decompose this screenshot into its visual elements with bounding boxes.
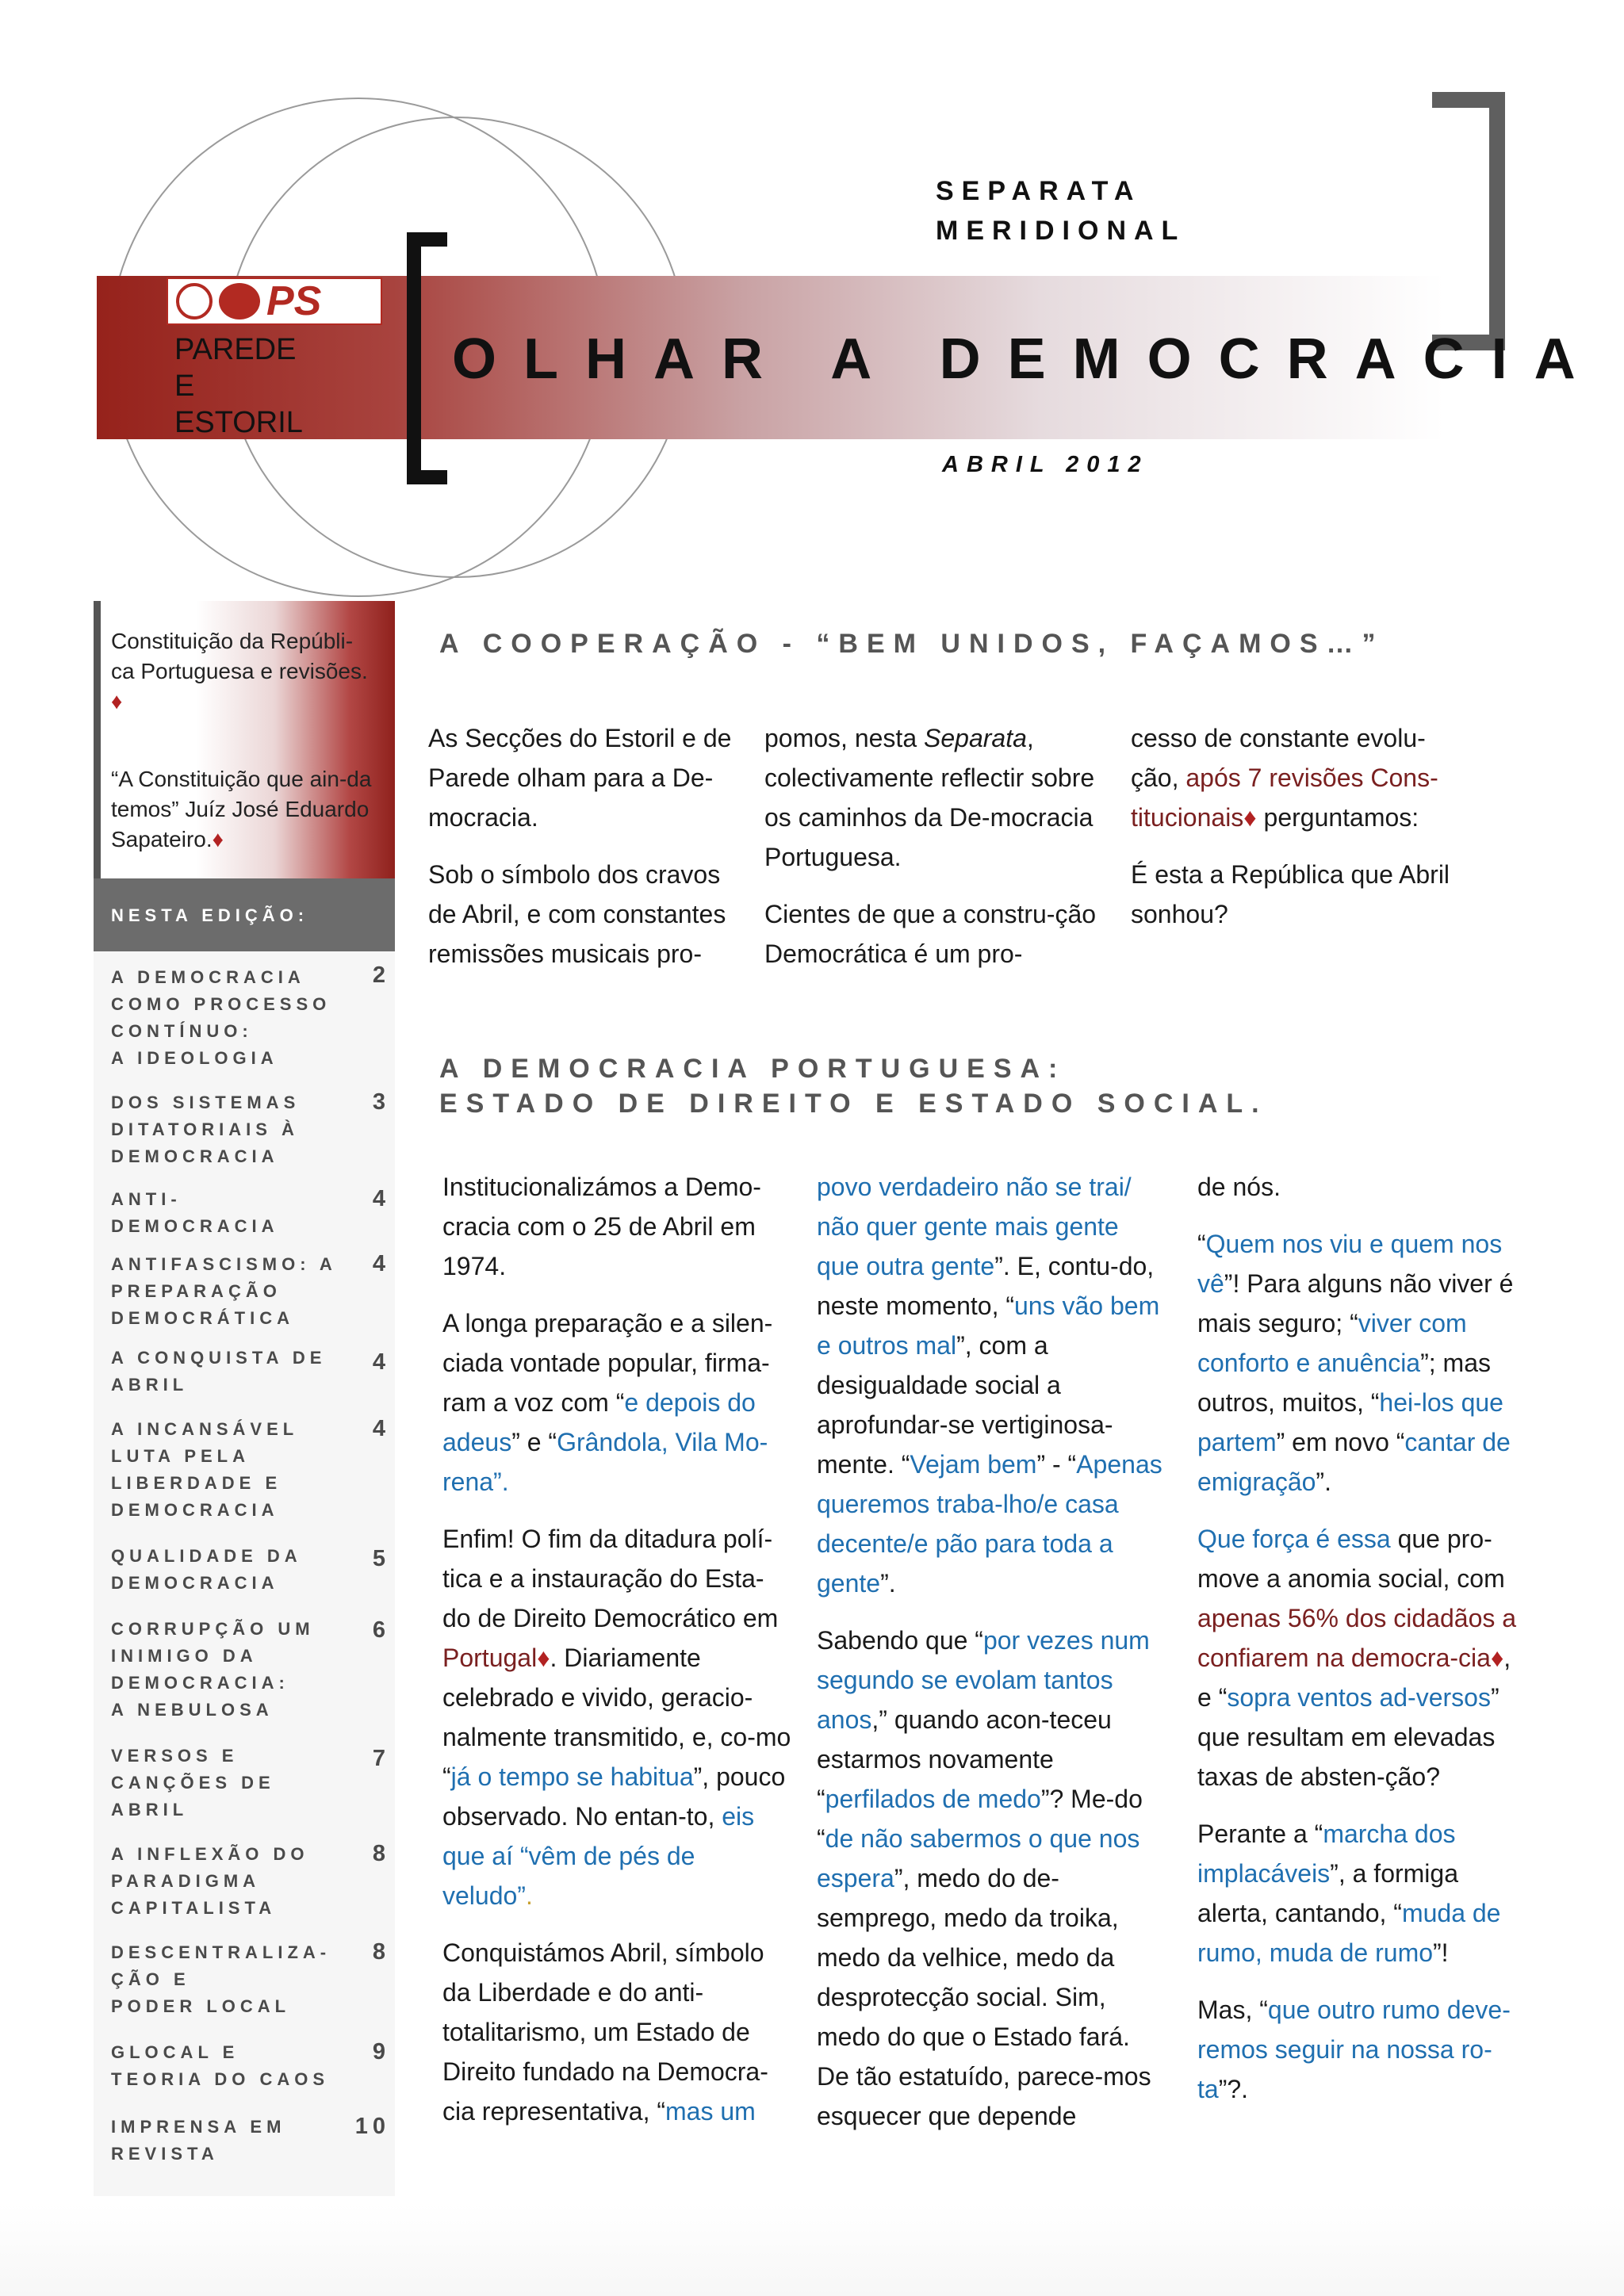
diamond-marker-icon: ♦ (212, 827, 224, 851)
toc-page-number: 4 (372, 1416, 390, 1441)
toc-page-number: 9 (372, 2039, 390, 2064)
song-quote: perfilados de medo (825, 1785, 1041, 1813)
toc-item[interactable]: A CONQUISTA DE ABRIL (111, 1348, 327, 1395)
song-quote: sopra ventos ad-versos (1227, 1683, 1491, 1712)
toc-item[interactable]: A DEMOCRACIA COMO PROCESSO CONTÍNUO: A IDEOLOGIA (111, 967, 331, 1068)
toc-page-number: 4 (372, 1349, 390, 1375)
song-quote: Apenas queremos traba-lho/e casa decente/e pão para toda a gente (817, 1450, 1162, 1598)
toc-item[interactable]: ANTIFASCISMO: A PREPARAÇÃO DEMOCRÁTICA (111, 1254, 337, 1328)
separata-label: SEPARATA MERIDIONAL (936, 176, 1186, 246)
toc-page-number: 10 (354, 2114, 390, 2139)
song-quote: viver com conforto e anuência (1197, 1309, 1467, 1377)
toc-page-number: 8 (372, 1939, 390, 1965)
footnote-link[interactable]: após 7 revisões Cons-titucionais (1131, 763, 1438, 832)
song-quote: marcha dos implacáveis (1197, 1820, 1456, 1888)
page-bottom-shade (0, 2204, 1624, 2296)
toc-page-number: 6 (372, 1617, 390, 1643)
song-quote: Que força é essa (1197, 1525, 1391, 1553)
rose-emblem-icon (219, 283, 260, 320)
section-heading-democracia: A DEMOCRACIA PORTUGUESA: ESTADO DE DIREITO E ESTADO SOCIAL. (439, 1054, 1268, 1119)
party-logo (167, 277, 382, 325)
toc-item[interactable]: A INCANSÁVEL LUTA PELA LIBERDADE E DEMOCRACIA (111, 1419, 299, 1520)
article-column: cesso de constante evolu-ção, após 7 revisões Cons-titucionais♦ perguntamos: É esta a República que Abril sonhou? (1131, 724, 1450, 928)
sidebar-accent-bar (94, 601, 101, 878)
song-quote: eis que aí “vêm de pés de veludo” (442, 1802, 755, 1910)
toc-page-number: 2 (372, 962, 390, 988)
song-quote: cantar de emigração (1197, 1428, 1511, 1496)
toc-page-number: 4 (372, 1251, 390, 1276)
diamond-marker-icon: ♦ (537, 1644, 550, 1672)
toc-item[interactable]: GLOCAL E TEORIA DO CAOS (111, 2042, 330, 2089)
song-quote: mas um (665, 2097, 756, 2126)
toc-item[interactable]: CORRUPÇÃO UM INIMIGO DA DEMOCRACIA: A NEBULOSA (111, 1619, 315, 1720)
toc-page-number: 4 (372, 1186, 390, 1211)
song-quote: por vezes num segundo se evolam tantos anos (817, 1626, 1150, 1734)
diamond-marker-icon: ♦ (1490, 1644, 1504, 1672)
article-column: Institucionalizámos a Demo-cracia com o 25 de Abril em 1974. A longa preparação e a silen-ciada vontade popular, firma-ram a voz com “e depois do adeus” e “Grândola, Vila Mo-rena”. Enfim! O fim da ditadura polí-tica e a instauração do Esta-do de Direito Democrático em Portugal♦. Diariamente celebrado e vivido, geracio-nalmente transmitido, e, co-mo “já o tempo se habitua”, pouco observado. No entan-to, eis que aí “vêm de pés de veludo”. Conquistámos Abril, símbolo da Liberdade e do anti-totalitarismo, um Estado de Direito fundado na Democra-cia representativa, “mas um (442, 1173, 791, 2126)
article-column: de nós. “Quem nos viu e quem nos vê”! Para alguns não viver é mais seguro; “viver com conforto e anuência”; mas outros, muitos, “hei-los que partem” em novo “cantar de emigração”. Que força é essa que pro-move a anomia social, com apenas 56% dos cidadãos a confiarem na democra-cia♦, e “sopra ventos ad-versos” que resultam em elevadas taxas de absten-ção? Perante a “marcha dos implacáveis”, a formiga alerta, cantando, “muda de rumo, muda de rumo”! Mas, “que outro rumo deve-remos seguir na nossa ro-ta”?. (1197, 1173, 1517, 2103)
fist-emblem-icon (176, 283, 213, 320)
song-quote: de não sabermos o que nos espera (817, 1824, 1140, 1892)
toc-page-number: 3 (372, 1089, 390, 1115)
toc-item[interactable]: A INFLEXÃO DO PARADIGMA CAPITALISTA (111, 1844, 309, 1918)
sidebar-note-constitution: Constituição da Repúbli-ca Portuguesa e revisões. ♦ (111, 629, 368, 714)
song-quote: já o tempo se habitua (450, 1762, 694, 1791)
toc-item[interactable]: QUALIDADE DA DEMOCRACIA (111, 1546, 302, 1593)
diamond-marker-icon: ♦ (111, 689, 123, 714)
toc-page-number: 5 (372, 1546, 390, 1571)
sidebar-note-quote: “A Constituição que ain-da temos” Juíz José Eduardo Sapateiro.♦ (111, 767, 372, 851)
song-quote: uns vão bem e outros mal (817, 1292, 1160, 1360)
party-logo-text: PS (266, 278, 322, 324)
toc-heading: NESTA EDIÇÃO: (94, 878, 395, 951)
diamond-marker-icon: ♦ (1243, 803, 1257, 832)
toc-page-number: 7 (372, 1746, 390, 1771)
song-quote: hei-los que partem (1197, 1388, 1503, 1456)
song-quote: que outro rumo deve-remos seguir na nossa ro-ta (1197, 1996, 1511, 2103)
toc-page-number: 8 (372, 1841, 390, 1866)
article-column: pomos, nesta Separata, colectivamente reflectir sobre os caminhos da De-mocracia Portuguesa. Cientes de que a constru-ção Democrática é um pro- (764, 724, 1097, 968)
song-quote: e depois do adeus (442, 1388, 756, 1456)
footnote-link[interactable]: apenas 56% dos cidadãos a confiarem na democra-cia (1197, 1604, 1517, 1672)
footnote-link[interactable]: Portugal (442, 1644, 538, 1672)
issue-date: ABRIL 2012 (942, 452, 1149, 477)
article-column: As Secções do Estoril e de Parede olham para a De-mocracia. Sob o símbolo dos cravos de Abril, e com constantes remissões musicais pro- (428, 724, 732, 968)
toc-item[interactable]: DOS SISTEMAS DITATORIAIS À DEMOCRACIA (111, 1093, 301, 1166)
song-quote: muda de rumo, muda de rumo (1197, 1899, 1501, 1967)
page-title: OLHAR A DEMOCRACIA (452, 327, 1603, 391)
toc-item[interactable]: ANTI- DEMOCRACIA (111, 1189, 279, 1236)
section-heading-cooperacao: A COOPERAÇÃO - “BEM UNIDOS, FAÇAMOS…” (439, 629, 1385, 659)
section-location: PAREDE E ESTORIL (174, 333, 303, 439)
song-quote: Grândola, Vila Mo-rena”. (442, 1428, 768, 1496)
toc-item[interactable]: IMPRENSA EM REVISTA (111, 2117, 286, 2164)
song-quote: povo verdadeiro não se trai/ não quer gente mais gente que outra gente (817, 1173, 1132, 1280)
article-column: povo verdadeiro não se trai/ não quer gente mais gente que outra gente”. E, contu-do, neste momento, “uns vão bem e outros mal”, com a desigualdade social a aprofundar-se vertiginosa-mente. “Vejam bem” - “Apenas queremos traba-lho/e casa decente/e pão para toda a gente”. Sabendo que “por vezes num segundo se evolam tantos anos,” quando acon-teceu estarmos novamente “perfilados de medo”? Me-do “de não sabermos o que nos espera”, medo do de-semprego, medo da troika, medo da velhice, medo da desprotecção social. Sim, medo do que o Estado fará. De tão estatuído, parece-mos esquecer que depende (817, 1173, 1162, 2130)
toc-item[interactable]: DESCENTRALIZA- ÇÃO E PODER LOCAL (111, 1942, 331, 2016)
toc-item[interactable]: VERSOS E CANÇÕES DE ABRIL (111, 1746, 275, 1820)
song-quote: Vejam bem (910, 1450, 1037, 1479)
song-quote: Quem nos viu e quem nos vê (1197, 1230, 1503, 1298)
